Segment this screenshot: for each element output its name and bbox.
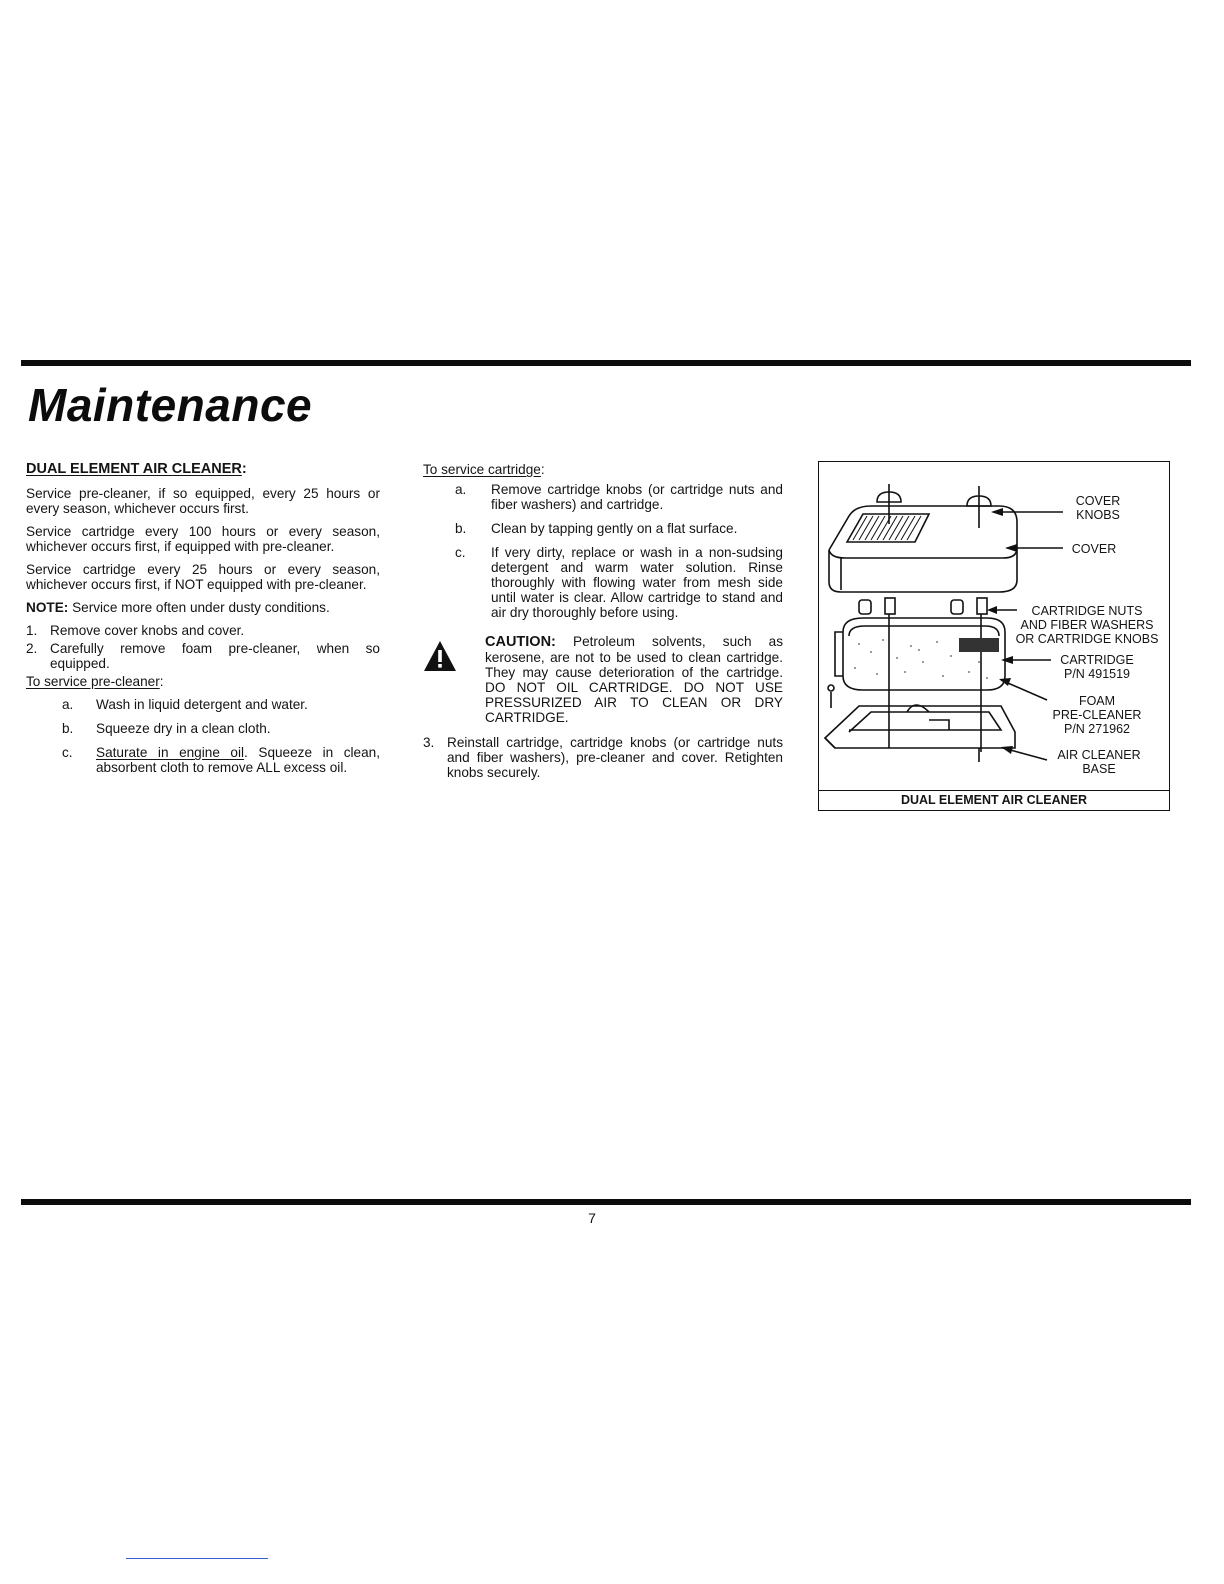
footnote-line <box>126 1558 268 1559</box>
cartridge-step-c: c. If very dirty, replace or wash in a non-sudsing detergent and warm water solution. Rinse thoroughly with flowing water from mesh side until water is clear. Allow cartridge to stand and air dry thoroughly before using. <box>455 545 783 620</box>
step-1: 1. Remove cover knobs and cover. <box>26 623 245 638</box>
cartridge-subheading: To service cartridge: <box>423 462 545 477</box>
label-cover-knobs: COVER KNOBS <box>1075 494 1121 522</box>
step-2: 2. Carefully remove foam pre-cleaner, when so equipped. <box>26 641 380 671</box>
paragraph-precleaner-interval: Service pre-cleaner, if so equipped, every 25 hours or every season, whichever occurs first. <box>26 486 380 516</box>
bottom-rule <box>21 1199 1191 1205</box>
caution-block: CAUTION: Petroleum solvents, such as kerosene, are not to be used to clean cartridge. They may cause deterioration of the cartridge. DO NOT OIL CARTRIDGE. DO NOT USE PRESSURIZED AIR TO CLEAN OR DRY CARTRIDGE. <box>423 634 783 725</box>
page-number: 7 <box>588 1210 596 1226</box>
label-cartridge: CARTRIDGE P/N 491519 <box>1060 653 1134 681</box>
label-foam-pre-cleaner: FOAM PRE-CLEANER P/N 271962 <box>1052 694 1142 736</box>
step-3: 3. Reinstall cartridge, cartridge knobs (or cartridge nuts and fiber washers), pre-cleaner and cover. Retighten knobs securely. <box>423 735 783 780</box>
paragraph-cartridge-interval-with: Service cartridge every 100 hours or every season, whichever occurs first, if equipped with pre-cleaner. <box>26 524 380 554</box>
middle-column <box>423 462 783 783</box>
label-cover: COVER <box>1071 542 1117 556</box>
pre-cleaner-subheading: To service pre-cleaner: <box>26 674 164 689</box>
left-column <box>26 462 380 784</box>
cartridge-step-a: a. Remove cartridge knobs (or cartridge nuts and fiber washers) and cartridge. <box>455 482 783 512</box>
section-heading: DUAL ELEMENT AIR CLEANER: <box>26 461 247 477</box>
figure-caption: DUAL ELEMENT AIR CLEANER <box>819 790 1169 810</box>
pre-cleaner-step-b: b. Squeeze dry in a clean cloth. <box>62 721 271 736</box>
pre-cleaner-step-a: a. Wash in liquid detergent and water. <box>62 697 308 712</box>
top-rule <box>21 360 1191 366</box>
air-cleaner-figure <box>818 461 1170 811</box>
pre-cleaner-step-c: c. Saturate in engine oil. Squeeze in clean, absorbent cloth to remove ALL excess oil. <box>62 745 380 775</box>
label-cartridge-nuts: CARTRIDGE NUTS AND FIBER WASHERS OR CARTRIDGE KNOBS <box>1015 604 1159 646</box>
label-air-cleaner-base: AIR CLEANER BASE <box>1057 748 1141 776</box>
paragraph-cartridge-interval-without: Service cartridge every 25 hours or every season, whichever occurs first, if NOT equipped with pre-cleaner. <box>26 562 380 592</box>
warning-triangle-icon <box>423 634 485 725</box>
page-title: Maintenance <box>28 379 313 431</box>
cartridge-step-b: b. Clean by tapping gently on a flat surface. <box>455 521 738 536</box>
note: NOTE: Service more often under dusty conditions. <box>26 600 330 615</box>
